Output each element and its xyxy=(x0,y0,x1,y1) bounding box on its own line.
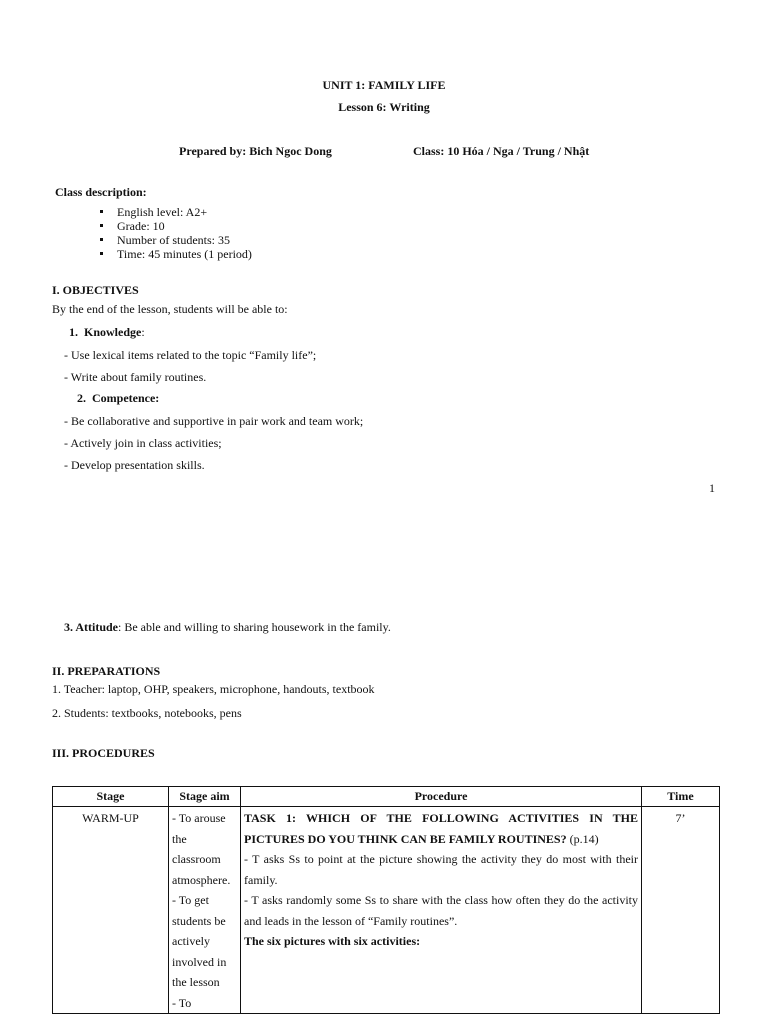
page-number: 1 xyxy=(709,481,715,495)
objectives-intro: By the end of the lesson, students will be able to: xyxy=(52,302,288,316)
list-item: English level: A2+ xyxy=(100,205,252,219)
preparation-item: 1. Teacher: laptop, OHP, speakers, microphone, handouts, textbook xyxy=(52,682,375,696)
table-row xyxy=(53,807,720,1014)
prepared-by xyxy=(179,144,332,159)
knowledge-heading: 1. Knowledge: xyxy=(69,325,145,339)
competence-item: - Develop presentation skills. xyxy=(64,458,205,472)
task-title: TASK 1: WHICH OF THE FOLLOWING ACTIVITIES IN THE PICTURES DO YOU THINK CAN BE FAMILY ROUTINES? (p.14) xyxy=(244,811,638,846)
lesson-title: Lesson 6: Writing xyxy=(338,100,430,114)
class-description-heading: Class description: xyxy=(55,185,147,199)
class-value: 10 Hóa / Nga / Trung / Nhật xyxy=(447,144,590,158)
procedure-step: - T asks Ss to point at the picture showing the activity they do most with their family. xyxy=(244,852,638,887)
attitude-text: : Be able and willing to sharing housework in the family. xyxy=(118,620,391,634)
preparations-heading: II. PREPARATIONS xyxy=(52,664,161,678)
column-header-procedure: Procedure xyxy=(241,787,642,807)
competence-item: - Be collaborative and supportive in pair work and team work; xyxy=(64,414,364,428)
prepared-by-label: Prepared by: xyxy=(179,144,247,158)
column-header-stage-aim: Stage aim xyxy=(169,787,241,807)
list-item: Time: 45 minutes (1 period) xyxy=(100,247,252,261)
procedure-cell xyxy=(241,807,642,1014)
attitude xyxy=(64,620,391,635)
knowledge-item: - Use lexical items related to the topic “Family life”; xyxy=(64,348,317,362)
objectives-heading: I. OBJECTIVES xyxy=(52,283,139,297)
attitude-label: 3. Attitude xyxy=(64,620,118,634)
stage-aim-cell: - To arouse the classroom atmosphere. - To get students be actively involved in the lesson - To xyxy=(169,807,241,1014)
unit-title: UNIT 1: FAMILY LIFE xyxy=(322,78,446,92)
list-item: Number of students: 35 xyxy=(100,233,252,247)
preparation-item: 2. Students: textbooks, notebooks, pens xyxy=(52,706,242,720)
prepared-by-value: Bich Ngoc Dong xyxy=(249,144,332,158)
procedure-step: - T asks randomly some Ss to share with the class how often they do the activity and leads in the lesson of “Family routines”. xyxy=(244,893,638,928)
column-header-time: Time xyxy=(642,787,720,807)
class-description-list xyxy=(100,205,252,261)
pictures-note: The six pictures with six activities: xyxy=(244,934,421,948)
time-cell: 7’ xyxy=(642,807,720,1014)
column-header-stage: Stage xyxy=(53,787,169,807)
competence-heading: 2. Competence: xyxy=(77,391,160,405)
competence-item: - Actively join in class activities; xyxy=(64,436,222,450)
class-info xyxy=(413,144,589,159)
procedures-table xyxy=(52,786,720,1014)
stage-cell: WARM-UP xyxy=(53,807,169,1014)
procedures-heading: III. PROCEDURES xyxy=(52,746,155,760)
knowledge-item: - Write about family routines. xyxy=(64,370,207,384)
table-header-row xyxy=(53,787,720,807)
class-label: Class: xyxy=(413,144,445,158)
list-item: Grade: 10 xyxy=(100,219,252,233)
